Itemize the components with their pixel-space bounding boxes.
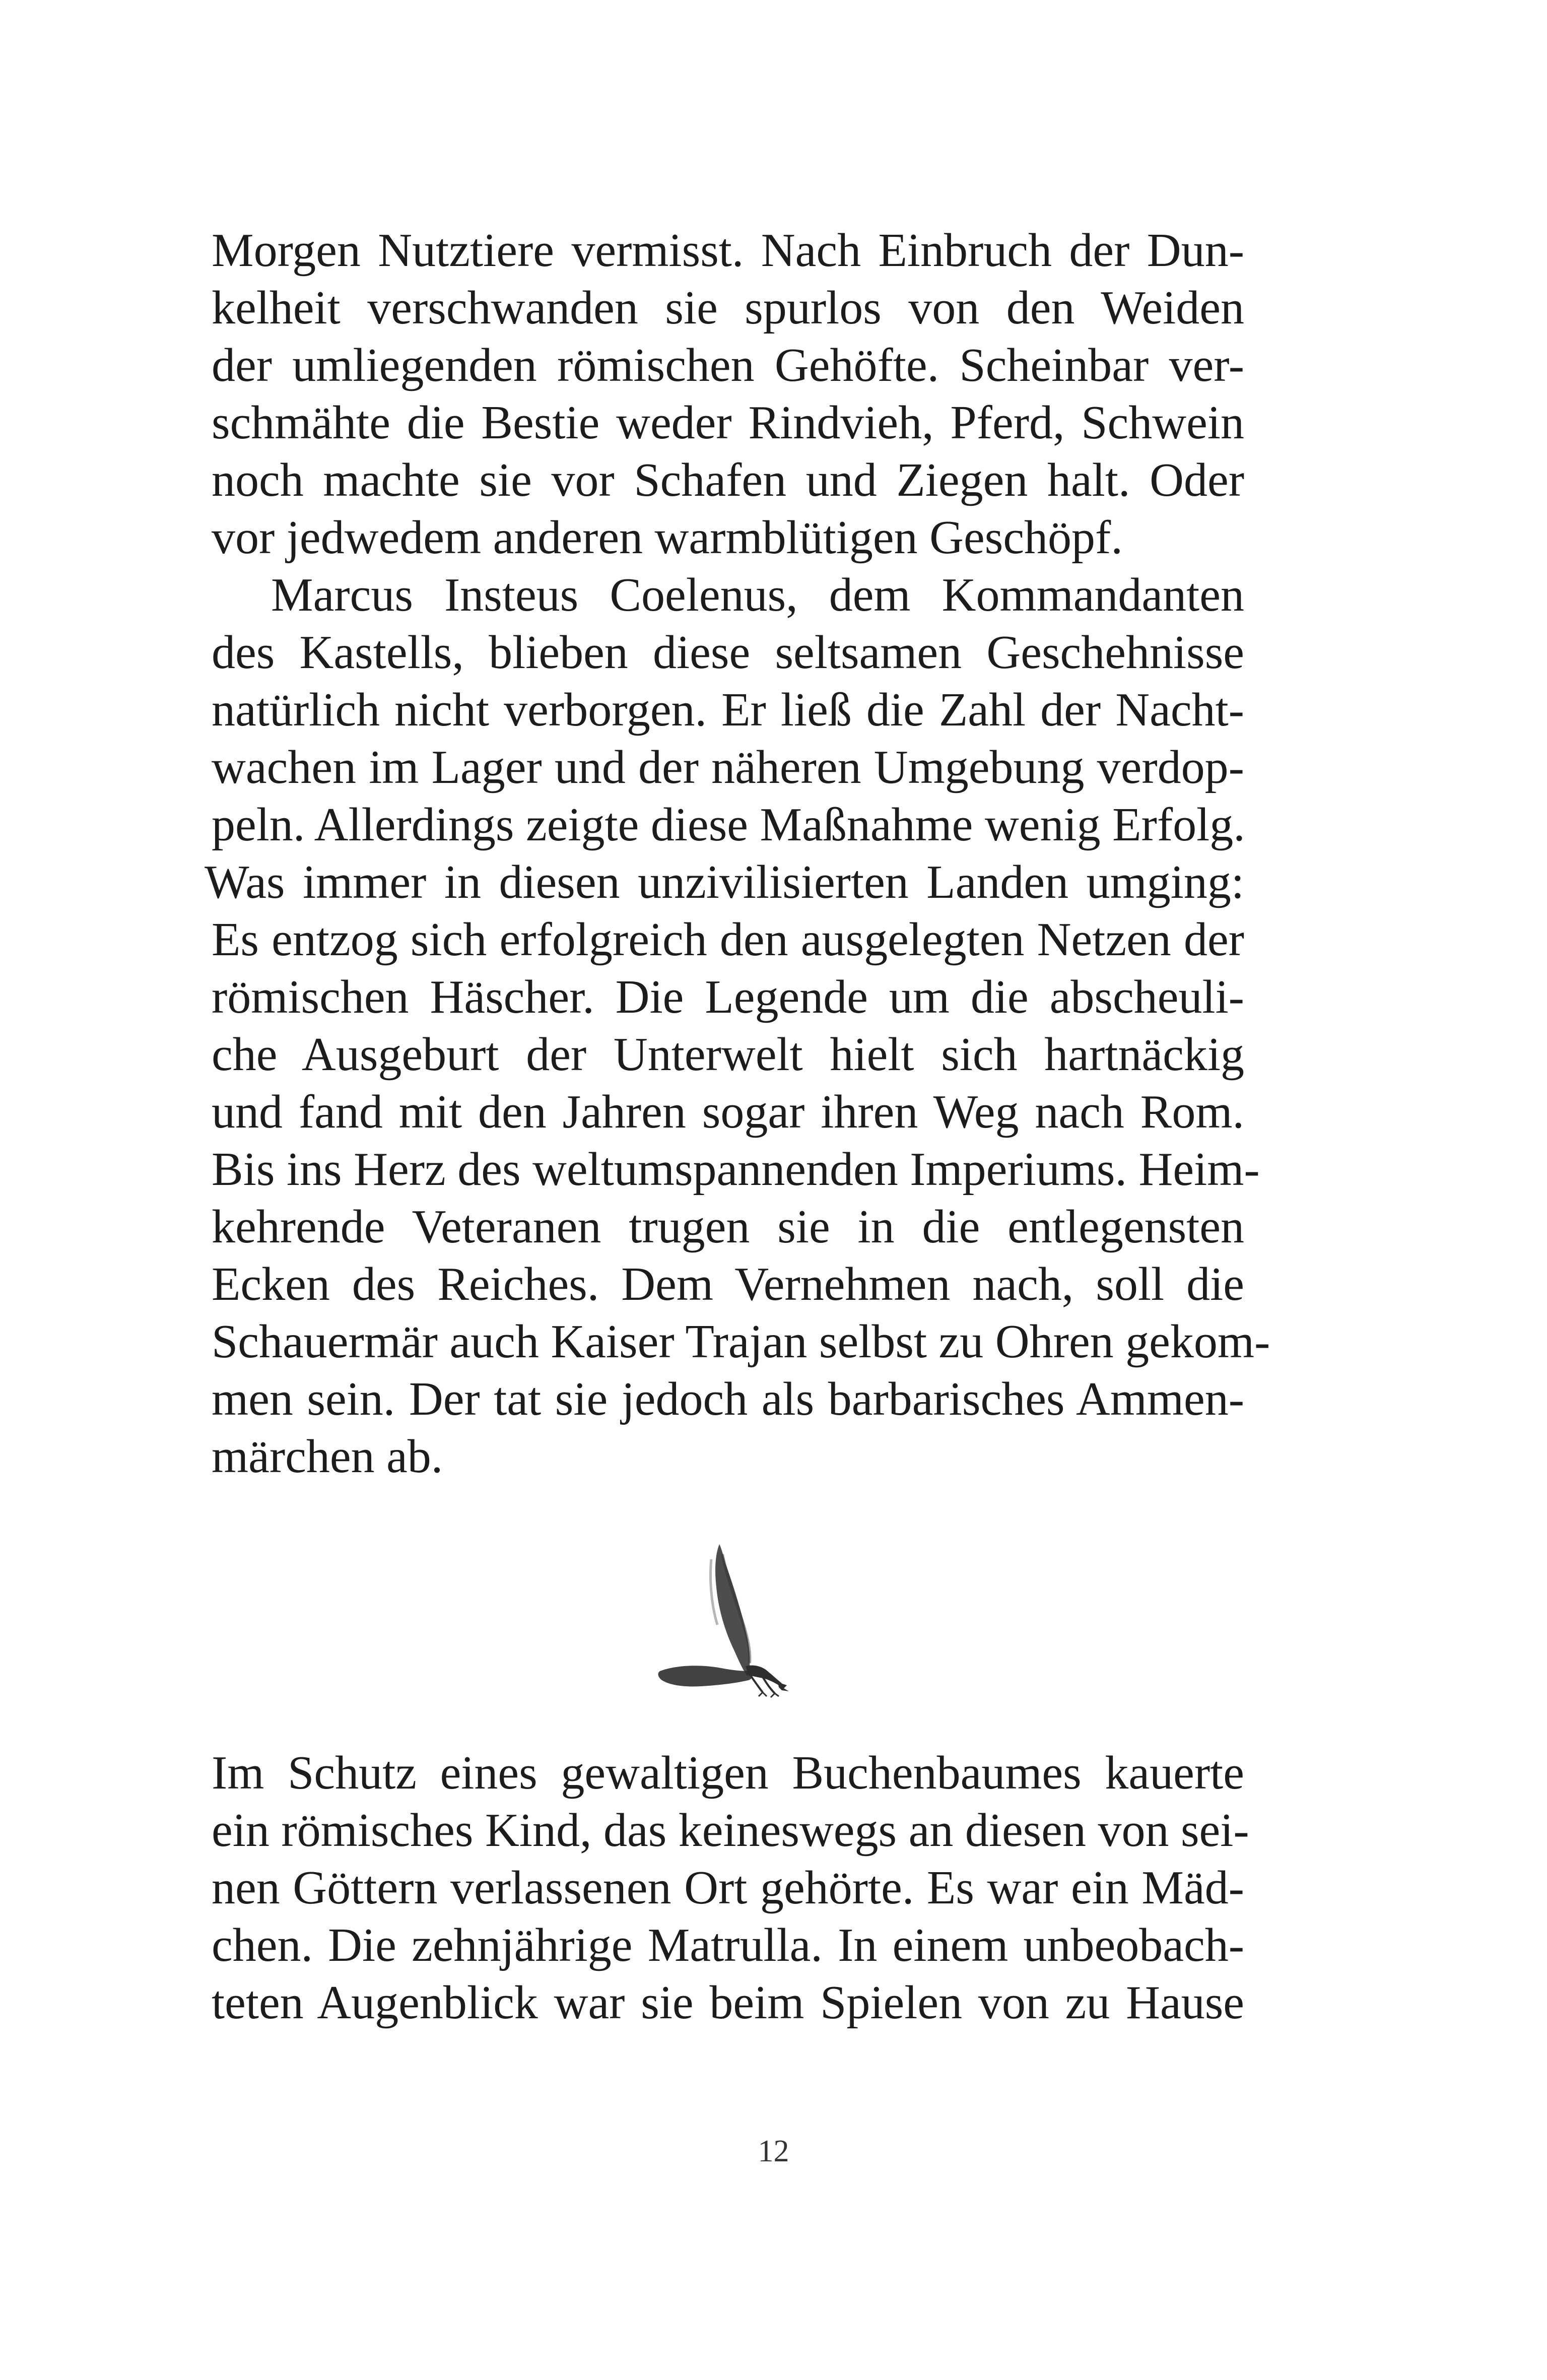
text-line: römischen Häscher. Die Legende um die abscheuli- — [212, 971, 1244, 1023]
text-line: des Kastells, blieben diese seltsamen Geschehnisse — [212, 626, 1244, 679]
text-section-2 — [212, 1744, 1249, 2031]
text-line: und fand mit den Jahren sogar ihren Weg nach Rom. — [212, 1086, 1244, 1138]
text-line: Was immer in diesen unzivilisierten Landen umging: — [205, 856, 1244, 908]
text-line: noch machte sie vor Schafen und Ziegen halt. Oder — [212, 454, 1244, 506]
text-section-1 — [205, 222, 1270, 1485]
text-line: ein römisches Kind, das keineswegs an diesen von sei- — [212, 1804, 1249, 1857]
text-line: natürlich nicht verborgen. Er ließ die Zahl der Nacht- — [212, 684, 1244, 736]
text-line: chen. Die zehnjährige Matrulla. In einem unbeobach- — [212, 1919, 1244, 1971]
text-line: vor jedwedem anderen warmblütigen Geschöpf. — [212, 511, 1123, 564]
text-line: der umliegenden römischen Gehöfte. Scheinbar ver- — [212, 339, 1244, 391]
page-number: 12 — [758, 2134, 789, 2168]
text-line: nen Göttern verlassenen Ort gehörte. Es war ein Mäd- — [212, 1862, 1244, 1914]
text-line: schmähte die Bestie weder Rindvieh, Pferd, Schwein — [212, 396, 1244, 449]
text-line: Bis ins Herz des weltumspannenden Imperiums. Heim- — [212, 1143, 1260, 1196]
text-line: Ecken des Reiches. Dem Vernehmen nach, soll die — [212, 1258, 1244, 1310]
text-line: men sein. Der tat sie jedoch als barbarisches Ammen- — [212, 1373, 1244, 1425]
text-line: kehrende Veteranen trugen sie in die entlegensten — [212, 1201, 1244, 1253]
text-line: Morgen Nutztiere vermisst. Nach Einbruch der Dun- — [212, 224, 1244, 277]
text-line: wachen im Lager und der näheren Umgebung verdop- — [212, 741, 1244, 794]
eagle-icon — [655, 1539, 811, 1700]
text-line: Marcus Insteus Coelenus, dem Kommandanten — [271, 569, 1244, 621]
text-line: Im Schutz eines gewaltigen Buchenbaumes kauerte — [212, 1747, 1244, 1799]
text-line: kelheit verschwanden sie spurlos von den Weiden — [212, 282, 1244, 334]
text-line: Schauermär auch Kaiser Trajan selbst zu Ohren gekom- — [212, 1315, 1270, 1368]
text-line: peln. Allerdings zeigte diese Maßnahme wenig Erfolg. — [212, 799, 1245, 851]
text-line: teten Augenblick war sie beim Spielen von zu Hause — [212, 1976, 1244, 2029]
text-line: Es entzog sich erfolgreich den ausgelegten Netzen der — [212, 913, 1244, 966]
text-line: märchen ab. — [212, 1430, 443, 1483]
text-line: che Ausgeburt der Unterwelt hielt sich hartnäckig — [212, 1028, 1244, 1081]
